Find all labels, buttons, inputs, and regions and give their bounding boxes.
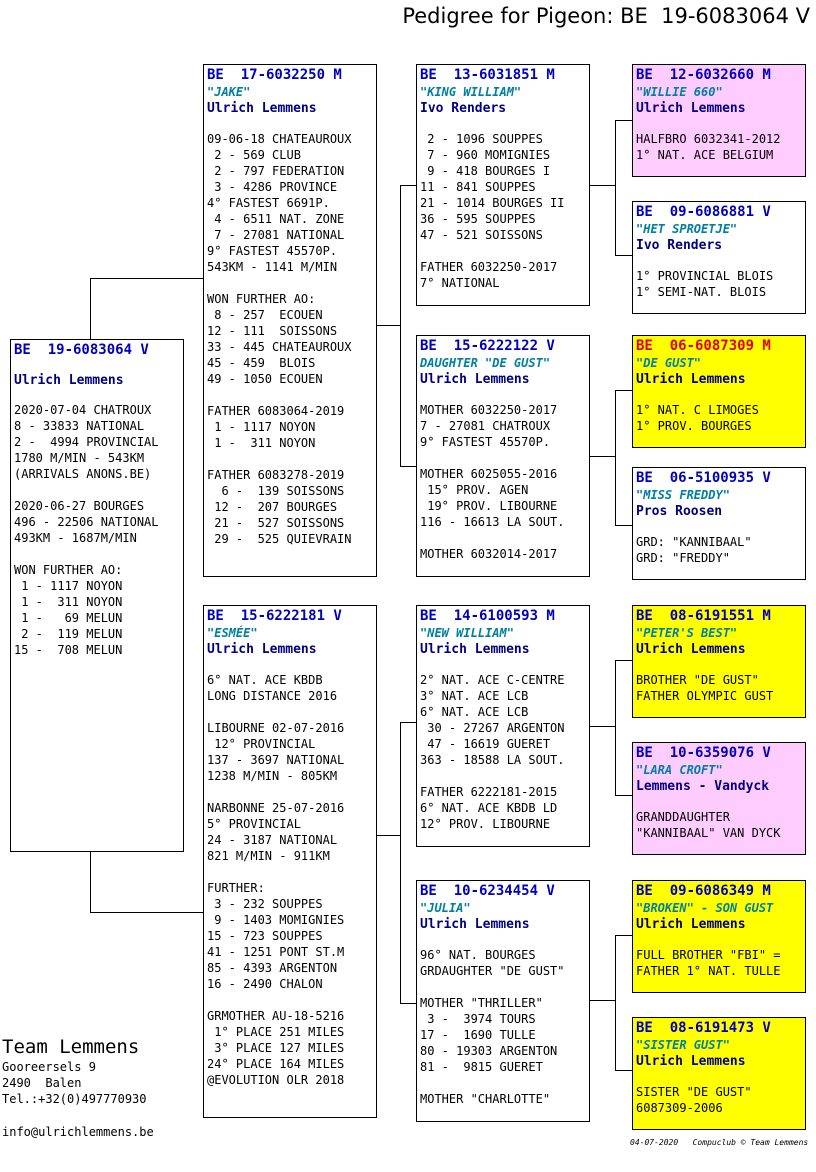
- ring-number: BE 06-6087309 M: [636, 338, 771, 354]
- owner-name: Ulrich Lemmens: [207, 101, 317, 116]
- pigeon-name: [14, 359, 180, 372]
- owner-name: Ulrich Lemmens: [14, 373, 124, 388]
- connector-line: [400, 1003, 417, 1004]
- owner-name: Pros Roosen: [636, 504, 723, 519]
- connector-line: [615, 660, 616, 795]
- pigeon-card-sire-dam: [416, 335, 590, 577]
- team-address: [2, 1059, 147, 1107]
- owner-name: Ulrich Lemmens: [636, 917, 746, 932]
- print-date: 04-07-2020 Compuclub © Team Lemmens: [630, 1138, 809, 1147]
- address-city: 2490 Balen: [2, 1076, 82, 1090]
- race-results: HALFBRO 6032341-2012 1° NAT. ACE BELGIUM: [636, 132, 781, 162]
- ring-number: BE 14-6100593 M: [420, 608, 555, 624]
- pigeon-card-dsd: [632, 742, 806, 855]
- ring-number: BE 15-6222122 V: [420, 338, 555, 354]
- pigeon-name: "WILLIE 660": [636, 85, 723, 99]
- pigeon-card-sire-sire: [416, 64, 590, 306]
- ring-number: BE 15-6222181 V: [207, 608, 342, 624]
- connector-line: [90, 912, 204, 913]
- pigeon-card-sdd: [632, 467, 806, 580]
- race-results: SISTER "DE GUST" 6087309-2006: [636, 1085, 752, 1115]
- connector-line: [615, 660, 633, 661]
- ring-number: BE 13-6031851 M: [420, 67, 555, 83]
- pigeon-card-dss: [632, 605, 806, 718]
- ring-number: BE 09-6086349 M: [636, 883, 771, 899]
- connector-line: [90, 278, 204, 279]
- pigeon-name: "HET SPROETJE": [636, 222, 738, 236]
- owner-name: Ivo Renders: [636, 238, 723, 253]
- pigeon-card-dam: [203, 605, 377, 1118]
- address-phone: Tel.:+32(0)497770930: [2, 1092, 147, 1106]
- race-results: 09-06-18 CHATEAUROUX 2 - 569 CLUB 2 - 797 FEDERATION 3 - 4286 PROVINCE 4° FASTEST 6691P. 4 - 6511 NAT. ZONE 7 - 27081 NATIONAL 9° FASTEST 45570P. 543KM - 1141 M/MIN WON FURTHER AO: 8 - 257 ECOUEN 12 - 111 SOISSONS 33 - 445 CHATEAUROUX 45 - 459 BLOIS 49 - 1050 ECOUEN FATHER 6083064-2019 1 - 1117 NOYON 1 - 311 NOYON FATHER 6083278-2019 6 - 139 SOISSONS 12 - 207 BOURGES 21 - 527 SOISSONS 29 - 525 QUIEVRAIN: [207, 132, 352, 546]
- connector-line: [90, 278, 91, 340]
- ring-number: BE 08-6191551 M: [636, 608, 771, 624]
- connector-line: [90, 852, 91, 912]
- pigeon-card-sss: [632, 64, 806, 177]
- pigeon-card-dam-sire: [416, 605, 590, 847]
- owner-name: Ulrich Lemmens: [636, 1054, 746, 1069]
- connector-line: [589, 726, 615, 727]
- connector-line: [615, 120, 616, 255]
- connector-line: [400, 185, 417, 186]
- owner-name: Ulrich Lemmens: [636, 642, 746, 657]
- pigeon-card-sire: [203, 64, 377, 577]
- race-results: 2020-07-04 CHATROUX 8 - 33833 NATIONAL 2 - 4994 PROVINCIAL 1780 M/MIN - 543KM (ARRIVALS ANONS.BE) 2020-06-27 BOURGES 496 - 22506 NATIONAL 493KM - 1687M/MIN WON FURTHER AO: 1 - 1117 NOYON 1 - 311 NOYON 1 - 69 MELUN 2 - 119 MELUN 15 - 708 MELUN: [14, 403, 159, 657]
- connector-line: [615, 935, 633, 936]
- pigeon-name: "JAKE": [207, 85, 251, 99]
- connector-line: [400, 722, 401, 1004]
- pigeon-name: "LARA CROFT": [636, 763, 723, 777]
- race-results: 1° PROVINCIAL BLOIS 1° SEMI-NAT. BLOIS: [636, 269, 774, 299]
- ring-number: BE 06-5100935 V: [636, 470, 771, 486]
- pigeon-name: DAUGHTER "DE GUST": [420, 356, 551, 370]
- address-street: Gooreersels 9: [2, 1060, 96, 1074]
- pigeon-name: "SISTER GUST": [636, 1038, 730, 1052]
- pigeon-name: "ESMÉE": [207, 626, 258, 640]
- owner-name: Ulrich Lemmens: [420, 372, 530, 387]
- ring-number: BE 10-6234454 V: [420, 883, 555, 899]
- connector-line: [589, 185, 615, 186]
- owner-name: Ulrich Lemmens: [207, 642, 317, 657]
- owner-name: Ulrich Lemmens: [636, 372, 746, 387]
- race-results: 6° NAT. ACE KBDB LONG DISTANCE 2016 LIBOURNE 02-07-2016 12° PROVINCIAL 137 - 3697 NATIONAL 1238 M/MIN - 805KM NARBONNE 25-07-2016 5° PROVINCIAL 24 - 3187 NATIONAL 821 M/MIN - 911KM FURTHER: 3 - 232 SOUPPES 9 - 1403 MOMIGNIES 15 - 723 SOUPPES 41 - 1251 PONT ST.M 85 - 4393 ARGENTON 16 - 2490 CHALON GRMOTHER AU-18-5216 1° PLACE 251 MILES 3° PLACE 127 MILES 24° PLACE 164 MILES @EVOLUTION OLR 2018: [207, 673, 345, 1087]
- owner-name: Lemmens - Vandyck: [636, 779, 770, 794]
- race-results: GRANDDAUGHTER "KANNIBAAL" VAN DYCK: [636, 810, 781, 840]
- pigeon-name: "NEW WILLIAM": [420, 626, 514, 640]
- pigeon-name: "PETER'S BEST": [636, 626, 738, 640]
- page-title: Pedigree for Pigeon: BE 19-6083064 V: [402, 4, 810, 28]
- connector-line: [400, 722, 417, 723]
- owner-name: Ulrich Lemmens: [420, 642, 530, 657]
- race-results: FULL BROTHER "FBI" = FATHER 1° NAT. TULLE: [636, 948, 781, 978]
- race-results: GRD: "KANNIBAAL" GRD: "FREDDY": [636, 535, 752, 565]
- ring-number: BE 17-6032250 M: [207, 67, 342, 83]
- race-results: BROTHER "DE GUST" FATHER OLYMPIC GUST: [636, 673, 774, 703]
- connector-line: [615, 935, 616, 1070]
- pigeon-card-dam-dam: [416, 880, 590, 1122]
- pigeon-card-ddd: [632, 1017, 806, 1130]
- pigeon-name: "BROKEN" - SON GUST: [636, 901, 774, 915]
- race-results: 96° NAT. BOURGES GRDAUGHTER "DE GUST" MOTHER "THRILLER" 3 - 3974 TOURS 17 - 1690 TULLE 80 - 19303 ARGENTON 81 - 9815 GUERET MOTHER "CHARLOTTE": [420, 948, 565, 1106]
- connector-line: [400, 466, 417, 467]
- pigeon-card-dds: [632, 880, 806, 993]
- race-results: MOTHER 6032250-2017 7 - 27081 CHATROUX 9° FASTEST 45570P. MOTHER 6025055-2016 15° PROV. AGEN 19° PROV. LIBOURNE 116 - 16613 LA SOUT. MOTHER 6032014-2017: [420, 403, 565, 561]
- team-email: info@ulrichlemmens.be: [2, 1125, 154, 1139]
- connector-line: [615, 120, 633, 121]
- race-results: 1° NAT. C LIMOGES 1° PROV. BOURGES: [636, 403, 759, 433]
- pigeon-card-subject: [10, 339, 184, 852]
- connector-line: [376, 835, 400, 836]
- team-name: Team Lemmens: [2, 1036, 140, 1058]
- pigeon-name: "JULIA": [420, 901, 471, 915]
- connector-line: [615, 1070, 633, 1071]
- connector-line: [615, 255, 633, 256]
- pigeon-card-sds: [632, 335, 806, 448]
- pigeon-name: "KING WILLIAM": [420, 85, 522, 99]
- connector-line: [400, 185, 401, 467]
- ring-number: BE 12-6032660 M: [636, 67, 771, 83]
- connector-line: [589, 1000, 615, 1001]
- race-results: 2° NAT. ACE C-CENTRE 3° NAT. ACE LCB 6° NAT. ACE LCB 30 - 27267 ARGENTON 47 - 16619 GUERET 363 - 18588 LA SOUT. FATHER 6222181-2015 6° NAT. ACE KBDB LD 12° PROV. LIBOURNE: [420, 673, 565, 831]
- ring-number: BE 10-6359076 V: [636, 745, 771, 761]
- pigeon-card-ssd: [632, 201, 806, 314]
- connector-line: [589, 456, 615, 457]
- owner-name: Ivo Renders: [420, 101, 507, 116]
- pigeon-name: "DE GUST": [636, 356, 702, 370]
- ring-number: BE 19-6083064 V: [14, 342, 149, 358]
- connector-line: [376, 325, 400, 326]
- connector-line: [615, 390, 616, 525]
- pigeon-name: "MISS FREDDY": [636, 488, 730, 502]
- connector-line: [615, 390, 633, 391]
- owner-name: Ulrich Lemmens: [420, 917, 530, 932]
- ring-number: BE 09-6086881 V: [636, 204, 771, 220]
- ring-number: BE 08-6191473 V: [636, 1020, 771, 1036]
- race-results: 2 - 1096 SOUPPES 7 - 960 MOMIGNIES 9 - 418 BOURGES I 11 - 841 SOUPPES 21 - 1014 BOURGES II 36 - 595 SOUPPES 47 - 521 SOISSONS FATHER 6032250-2017 7° NATIONAL: [420, 132, 565, 290]
- connector-line: [615, 525, 633, 526]
- owner-name: Ulrich Lemmens: [636, 101, 746, 116]
- connector-line: [615, 795, 633, 796]
